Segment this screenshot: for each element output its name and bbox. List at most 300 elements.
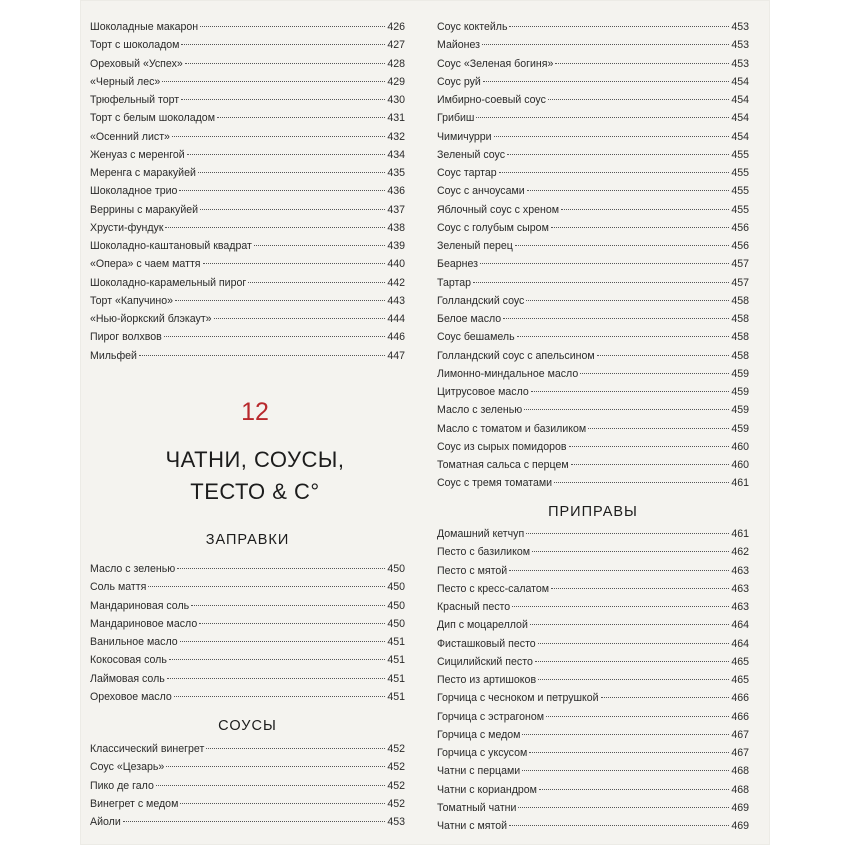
- toc-entry-title: Лимонно-миндальное масло: [437, 367, 579, 380]
- toc-entry-page: 437: [387, 203, 405, 216]
- toc-entry-title: Горчица с чесноком и петрушкой: [437, 692, 599, 705]
- dot-leader: [476, 117, 729, 118]
- toc-entry-page: 460: [731, 440, 749, 453]
- toc-entry-title: Пико де гало: [90, 779, 154, 792]
- toc-entry: [437, 438, 749, 456]
- toc-entry-title: Хрусти-фундук: [90, 221, 164, 234]
- dot-leader: [483, 81, 729, 82]
- toc-entry-page: 468: [731, 765, 749, 778]
- toc-list-sousy: [90, 740, 405, 831]
- toc-entry: [90, 560, 405, 578]
- dot-leader: [588, 428, 729, 429]
- toc-entry-page: 451: [387, 690, 405, 703]
- toc-entry: [90, 219, 405, 237]
- toc-entry-page: 450: [387, 581, 405, 594]
- dot-leader: [539, 789, 729, 790]
- dot-leader: [531, 391, 730, 392]
- toc-entry: [90, 182, 405, 200]
- dot-leader: [181, 44, 385, 45]
- toc-entry: [437, 401, 749, 419]
- toc-entry-page: 439: [387, 240, 405, 252]
- toc-entry: [90, 73, 405, 91]
- toc-entry-title: Соус «Зеленая богиня»: [437, 57, 554, 70]
- dot-leader: [548, 99, 729, 100]
- toc-entry: [437, 616, 749, 634]
- toc-entry: [437, 580, 749, 598]
- toc-list-desserts: [90, 18, 405, 365]
- toc-entry: [437, 347, 749, 365]
- toc-entry: [90, 109, 405, 127]
- toc-entry: [437, 420, 749, 438]
- toc-entry-page: 455: [731, 203, 749, 216]
- toc-entry-title: Соус из сырых помидоров: [437, 440, 567, 453]
- chapter-title-line-2: ТЕСТО & С°: [190, 479, 320, 504]
- dot-leader: [148, 586, 385, 587]
- dot-leader: [538, 643, 730, 644]
- toc-entry-page: 466: [731, 692, 749, 705]
- toc-entry-page: 426: [387, 21, 405, 33]
- toc-entry-page: 446: [387, 331, 405, 344]
- toc-entry: [437, 383, 749, 401]
- toc-entry-title: Домашний кетчуп: [437, 528, 525, 540]
- dot-leader: [554, 482, 729, 483]
- toc-entry: [437, 219, 749, 237]
- toc-entry-page: 458: [731, 313, 749, 325]
- toc-entry-title: Чатни с мятой: [437, 820, 508, 832]
- toc-entry-page: 451: [387, 636, 405, 648]
- toc-entry-title: Торт с шоколадом: [90, 39, 180, 52]
- toc-list-pripravy: [437, 525, 749, 835]
- toc-entry-title: Песто с базиликом: [437, 546, 531, 559]
- toc-entry: [90, 740, 405, 758]
- toc-entry: [437, 18, 749, 36]
- toc-entry: [437, 328, 749, 346]
- chapter-title-line-1: ЧАТНИ, СОУСЫ,: [165, 447, 345, 472]
- toc-entry: [90, 615, 405, 633]
- toc-entry: [437, 182, 749, 200]
- toc-entry-title: Винегрет с медом: [90, 797, 179, 810]
- toc-entry-title: Пирог волхвов: [90, 331, 162, 344]
- toc-entry: [437, 91, 749, 109]
- toc-entry-title: Горчица с уксусом: [437, 747, 528, 759]
- toc-entry: [437, 292, 749, 310]
- toc-entry-title: Шоколадные макарон: [90, 21, 199, 33]
- toc-entry-page: 458: [731, 349, 749, 362]
- toc-entry-title: Масло с зеленью: [437, 404, 523, 417]
- toc-entry-page: 455: [731, 185, 749, 198]
- toc-entry-title: Соус бешамель: [437, 331, 515, 344]
- dot-leader: [518, 807, 729, 808]
- toc-entry-title: Яблочный соус с хреном: [437, 203, 559, 216]
- dot-leader: [551, 227, 729, 228]
- toc-entry: [90, 292, 405, 310]
- toc-entry-title: Лаймовая соль: [90, 672, 165, 685]
- dot-leader: [509, 26, 729, 27]
- toc-entry-page: 461: [731, 477, 749, 490]
- dot-leader: [538, 679, 729, 680]
- toc-entry-title: Веррины с маракуйей: [90, 203, 199, 216]
- toc-entry: [437, 255, 749, 273]
- toc-entry-title: Соус коктейль: [437, 21, 508, 33]
- toc-entry: [90, 651, 405, 669]
- dot-leader: [522, 734, 729, 735]
- toc-entry-page: 444: [387, 313, 405, 325]
- toc-entry-title: Мандариновая соль: [90, 599, 190, 612]
- toc-entry-title: Зеленый перец: [437, 240, 513, 252]
- toc-entry-page: 453: [731, 57, 749, 70]
- dot-leader: [191, 605, 385, 606]
- dot-leader: [597, 355, 730, 356]
- toc-entry-title: Мильфей: [90, 349, 137, 362]
- toc-entry-title: Торт «Капучино»: [90, 294, 174, 307]
- toc-entry-title: «Осенний лист»: [90, 130, 170, 143]
- toc-entry-page: 434: [387, 148, 405, 161]
- dot-leader: [162, 81, 385, 82]
- toc-entry-page: 457: [731, 276, 749, 289]
- toc-entry-title: Белое масло: [437, 313, 502, 325]
- toc-entry: [90, 128, 405, 146]
- toc-entry: [437, 525, 749, 543]
- toc-entry-page: 459: [731, 367, 749, 380]
- dot-leader: [509, 570, 729, 571]
- dot-leader: [494, 136, 730, 137]
- dot-leader: [580, 373, 729, 374]
- dot-leader: [473, 282, 729, 283]
- toc-entry: [90, 813, 405, 831]
- dot-leader: [165, 227, 385, 228]
- toc-entry-page: 455: [731, 167, 749, 179]
- dot-leader: [522, 770, 729, 771]
- toc-entry-page: 469: [731, 820, 749, 832]
- toc-entry-title: Меренга с маракуйей: [90, 167, 196, 179]
- toc-entry: [437, 109, 749, 127]
- toc-entry: [437, 310, 749, 328]
- toc-entry-page: 454: [731, 94, 749, 106]
- dot-leader: [571, 464, 730, 465]
- toc-entry-page: 451: [387, 672, 405, 685]
- toc-entry: [437, 635, 749, 653]
- dot-leader: [515, 245, 729, 246]
- dot-leader: [524, 409, 729, 410]
- toc-entry: [90, 597, 405, 615]
- toc-entry-page: 467: [731, 728, 749, 741]
- toc-entry-page: 436: [387, 185, 405, 198]
- toc-entry-title: Зеленый соус: [437, 148, 506, 161]
- toc-entry-title: Беарнез: [437, 258, 478, 271]
- dot-leader: [139, 355, 385, 356]
- dot-leader: [526, 533, 729, 534]
- toc-entry: [90, 578, 405, 596]
- toc-entry-page: 457: [731, 258, 749, 271]
- toc-entry: [437, 817, 749, 835]
- toc-list-sauces-continued: [437, 18, 749, 493]
- toc-entry: [437, 781, 749, 799]
- toc-entry-page: 447: [387, 349, 405, 362]
- toc-entry: [90, 688, 405, 706]
- toc-entry-title: Чимичурри: [437, 130, 492, 143]
- toc-entry-page: 453: [387, 816, 405, 828]
- section-heading-pripravy: ПРИПРАВЫ: [548, 504, 638, 520]
- toc-entry-page: 442: [387, 276, 405, 289]
- dot-leader: [509, 825, 729, 826]
- toc-entry-page: 464: [731, 619, 749, 632]
- toc-entry-page: 443: [387, 294, 405, 307]
- toc-entry-page: 454: [731, 130, 749, 143]
- dot-leader: [482, 44, 729, 45]
- toc-entry-title: Томатная сальса с перцем: [437, 459, 569, 471]
- toc-entry-title: Тартар: [437, 276, 472, 289]
- toc-entry: [90, 633, 405, 651]
- toc-entry-page: 429: [387, 75, 405, 88]
- toc-entry-page: 458: [731, 331, 749, 344]
- toc-entry-title: Мандариновое масло: [90, 617, 198, 630]
- toc-entry-title: Шоколадно-карамельный пирог: [90, 276, 247, 289]
- toc-entry-page: 428: [387, 57, 405, 70]
- toc-entry: [437, 73, 749, 91]
- dot-leader: [123, 821, 386, 822]
- toc-entry: [90, 274, 405, 292]
- dot-leader: [526, 300, 729, 301]
- dot-leader: [177, 568, 385, 569]
- toc-entry-page: 450: [387, 599, 405, 612]
- section-heading-sousy: СОУСЫ: [218, 718, 277, 734]
- toc-entry-title: «Нью-йоркский блэкаут»: [90, 313, 212, 325]
- toc-entry: [90, 146, 405, 164]
- toc-entry: [437, 708, 749, 726]
- toc-entry-title: «Опера» с чаем маття: [90, 258, 201, 271]
- dot-leader: [156, 785, 385, 786]
- toc-entry: [90, 670, 405, 688]
- toc-entry-page: 464: [731, 637, 749, 650]
- toc-entry-title: Соус руй: [437, 75, 481, 88]
- toc-entry-page: 450: [387, 617, 405, 630]
- toc-entry-page: 452: [387, 779, 405, 792]
- dot-leader: [530, 624, 729, 625]
- dot-leader: [180, 641, 386, 642]
- toc-entry: [437, 146, 749, 164]
- toc-entry: [437, 689, 749, 707]
- toc-entry: [90, 201, 405, 219]
- toc-entry: [90, 795, 405, 813]
- dot-leader: [551, 588, 729, 589]
- toc-entry-page: 456: [731, 240, 749, 252]
- toc-entry-title: Трюфельный торт: [90, 94, 180, 106]
- toc-entry-page: 460: [731, 459, 749, 471]
- dot-leader: [164, 336, 386, 337]
- toc-entry-title: Песто с кресс-салатом: [437, 582, 550, 595]
- dot-leader: [199, 623, 385, 624]
- toc-entry-page: 461: [731, 528, 749, 540]
- toc-entry-title: Красный песто: [437, 601, 511, 613]
- dot-leader: [546, 716, 729, 717]
- dot-leader: [503, 318, 729, 319]
- toc-entry-title: Дип с моцареллой: [437, 619, 528, 632]
- toc-entry: [437, 456, 749, 474]
- toc-entry-page: 453: [731, 21, 749, 33]
- toc-entry-page: 463: [731, 564, 749, 577]
- toc-entry: [437, 744, 749, 762]
- toc-list-zapravki: [90, 560, 405, 706]
- toc-entry-page: 468: [731, 783, 749, 796]
- toc-entry: [437, 671, 749, 689]
- toc-entry: [90, 55, 405, 73]
- toc-entry-title: Соус «Цезарь»: [90, 761, 165, 774]
- dot-leader: [601, 697, 730, 698]
- toc-entry-page: 452: [387, 743, 405, 755]
- toc-entry-page: 469: [731, 801, 749, 814]
- toc-entry: [437, 128, 749, 146]
- dot-leader: [480, 263, 729, 264]
- dot-leader: [529, 752, 729, 753]
- toc-entry-title: Ореховое масло: [90, 690, 172, 703]
- toc-entry: [437, 653, 749, 671]
- toc-entry-page: 453: [731, 39, 749, 52]
- toc-entry-page: 430: [387, 94, 405, 106]
- toc-entry-page: 440: [387, 258, 405, 271]
- toc-entry: [437, 55, 749, 73]
- toc-entry-title: Фисташковый песто: [437, 637, 536, 650]
- toc-entry-title: Чатни с перцами: [437, 765, 521, 778]
- toc-entry-title: Цитрусовое масло: [437, 386, 529, 398]
- dot-leader: [185, 63, 386, 64]
- dot-leader: [507, 154, 729, 155]
- toc-entry: [437, 36, 749, 54]
- toc-entry-title: Голландский соус: [437, 294, 525, 307]
- dot-leader: [214, 318, 386, 319]
- toc-entry-title: Шоколадное трио: [90, 185, 178, 198]
- toc-entry-page: 438: [387, 221, 405, 234]
- dot-leader: [203, 263, 386, 264]
- dot-leader: [206, 748, 385, 749]
- dot-leader: [248, 282, 385, 283]
- toc-entry: [90, 347, 405, 365]
- dot-leader: [167, 678, 386, 679]
- dot-leader: [198, 172, 385, 173]
- toc-entry-title: Соус с анчоусами: [437, 185, 525, 198]
- toc-entry-page: 463: [731, 582, 749, 595]
- toc-entry-title: Кокосовая соль: [90, 654, 167, 667]
- dot-leader: [561, 209, 729, 210]
- toc-entry: [437, 762, 749, 780]
- toc-entry: [437, 799, 749, 817]
- toc-entry-page: 462: [731, 546, 749, 559]
- toc-entry-title: Горчица с медом: [437, 728, 521, 741]
- toc-entry-title: Соус тартар: [437, 167, 497, 179]
- toc-entry-title: Соль маття: [90, 581, 147, 594]
- toc-entry: [90, 237, 405, 255]
- toc-entry-page: 432: [387, 130, 405, 143]
- dot-leader: [181, 99, 385, 100]
- dot-leader: [527, 190, 730, 191]
- toc-entry-title: Имбирно-соевый соус: [437, 94, 546, 106]
- dot-leader: [187, 154, 386, 155]
- section-heading-zapravki: ЗАПРАВКИ: [205, 532, 290, 548]
- toc-entry-title: «Черный лес»: [90, 75, 161, 88]
- dot-leader: [517, 336, 730, 337]
- toc-entry-page: 450: [387, 563, 405, 575]
- dot-leader: [512, 606, 729, 607]
- dot-leader: [175, 300, 385, 301]
- toc-entry: [437, 365, 749, 383]
- toc-entry: [90, 777, 405, 795]
- toc-entry: [90, 758, 405, 776]
- toc-entry-title: Торт с белым шоколадом: [90, 112, 215, 125]
- toc-entry-title: Грибиш: [437, 112, 475, 125]
- toc-entry-title: Ванильное масло: [90, 636, 178, 648]
- toc-entry-page: 459: [731, 422, 749, 435]
- toc-entry-title: Горчица с эстрагоном: [437, 710, 545, 723]
- dot-leader: [532, 551, 729, 552]
- toc-entry-title: Шоколадно-каштановый квадрат: [90, 240, 252, 252]
- toc-entry-title: Женуаз с меренгой: [90, 148, 185, 161]
- toc-entry-page: 459: [731, 404, 749, 417]
- toc-entry-title: Классический винегрет: [90, 743, 205, 755]
- dot-leader: [180, 803, 385, 804]
- toc-entry-title: Чатни с кориандром: [437, 783, 537, 796]
- toc-entry-title: Песто с мятой: [437, 564, 508, 577]
- toc-entry-page: 455: [731, 148, 749, 161]
- toc-entry-page: 466: [731, 710, 749, 723]
- toc-entry: [437, 726, 749, 744]
- toc-entry-title: Голландский соус с апельсином: [437, 349, 595, 362]
- toc-entry-title: Айоли: [90, 816, 121, 828]
- toc-entry: [90, 255, 405, 273]
- toc-entry-page: 465: [731, 674, 749, 686]
- dot-leader: [535, 661, 729, 662]
- toc-entry-page: 452: [387, 761, 405, 774]
- dot-leader: [172, 136, 385, 137]
- toc-entry: [90, 91, 405, 109]
- toc-entry-page: 463: [731, 601, 749, 613]
- toc-entry-page: 435: [387, 167, 405, 179]
- dot-leader: [217, 117, 385, 118]
- toc-entry-page: 452: [387, 797, 405, 810]
- toc-entry-title: Ореховый «Успех»: [90, 57, 183, 70]
- toc-entry-page: 458: [731, 294, 749, 307]
- chapter-title: [80, 444, 430, 508]
- toc-entry-page: 456: [731, 221, 749, 234]
- dot-leader: [499, 172, 730, 173]
- dot-leader: [179, 190, 385, 191]
- chapter-number: 12: [241, 398, 269, 426]
- toc-entry: [90, 164, 405, 182]
- toc-entry-page: 465: [731, 655, 749, 668]
- toc-entry: [437, 562, 749, 580]
- dot-leader: [200, 26, 385, 27]
- toc-entry-page: 459: [731, 386, 749, 398]
- dot-leader: [169, 659, 385, 660]
- toc-entry-page: 454: [731, 75, 749, 88]
- toc-entry-title: Майонез: [437, 39, 481, 52]
- toc-entry-title: Масло с зеленью: [90, 563, 176, 575]
- toc-entry: [90, 310, 405, 328]
- toc-entry: [90, 328, 405, 346]
- toc-entry: [437, 274, 749, 292]
- toc-entry: [90, 18, 405, 36]
- toc-entry-title: Масло с томатом и базиликом: [437, 422, 587, 435]
- toc-entry-page: 454: [731, 112, 749, 125]
- dot-leader: [200, 209, 385, 210]
- toc-entry-title: Соус с тремя томатами: [437, 477, 553, 490]
- toc-entry: [437, 237, 749, 255]
- toc-entry-page: 467: [731, 747, 749, 759]
- toc-entry-title: Томатный чатни: [437, 801, 517, 814]
- toc-entry-title: Соус с голубым сыром: [437, 221, 549, 234]
- dot-leader: [174, 696, 386, 697]
- toc-entry-page: 427: [387, 39, 405, 52]
- dot-leader: [254, 245, 385, 246]
- dot-leader: [569, 446, 730, 447]
